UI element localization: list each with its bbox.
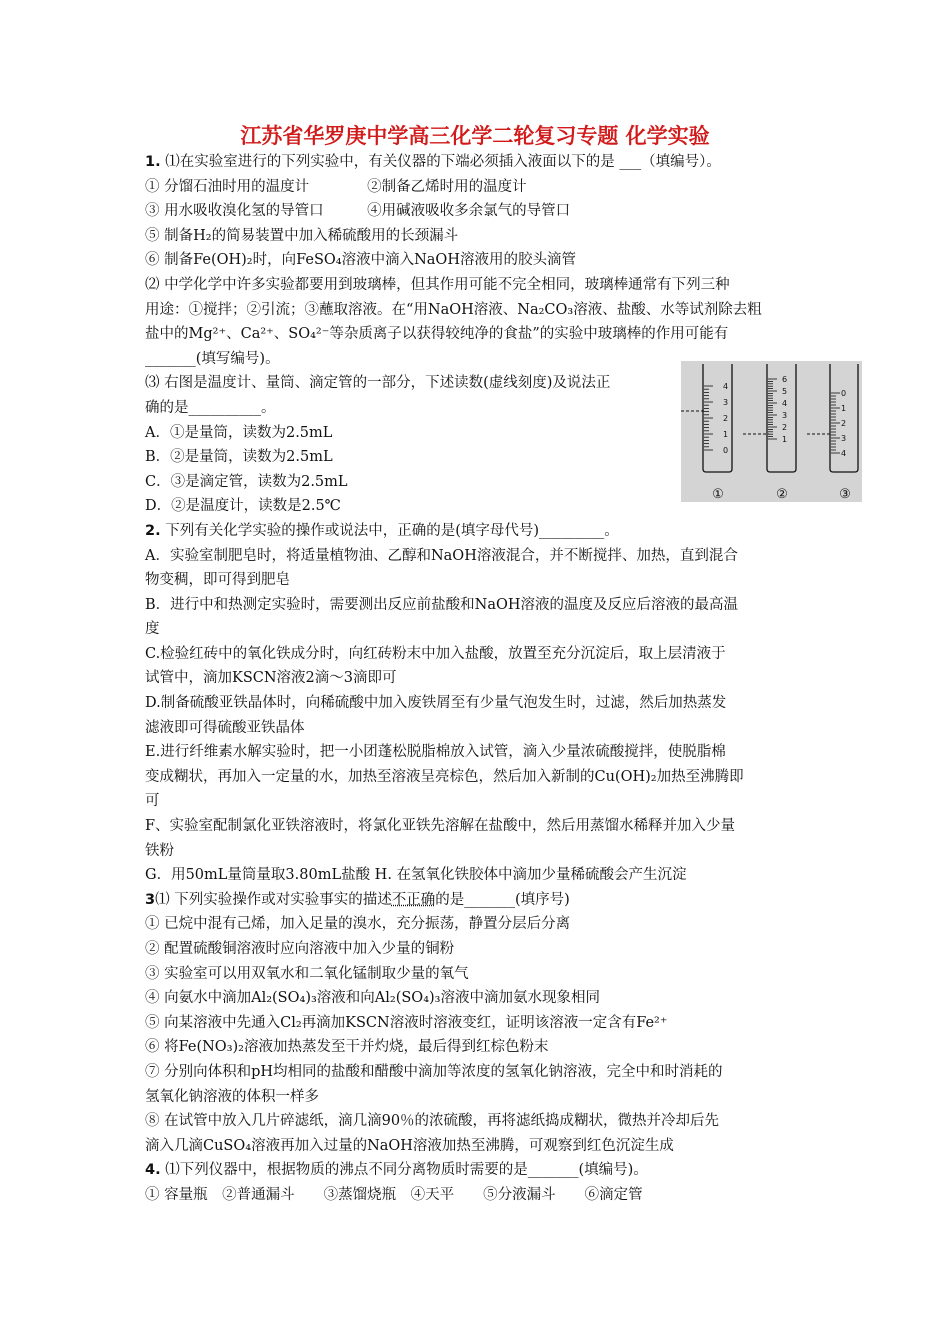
scale-number: 2 — [782, 423, 788, 432]
text-line — [145, 1158, 810, 1183]
scale-number: 6 — [782, 375, 788, 384]
question-number: 2. — [145, 522, 161, 539]
line-text: ⑴下列仪器中，根据物质的沸点不同分离物质时需要的是_______(填编号)。 — [160, 1162, 648, 1179]
text-line — [145, 519, 810, 544]
line-text: ③ 实验室可以用双氧水和二氧化锰制取少量的氧气 — [145, 965, 469, 982]
text-line — [145, 789, 810, 814]
figure-label-2: ② — [776, 487, 788, 502]
question-number: 3 — [145, 891, 156, 908]
figure-label-1: ① — [712, 487, 724, 502]
question-number: 1. — [145, 154, 161, 170]
line-text: 氢氧化钠溶液的体积一样多 — [145, 1088, 319, 1105]
line-text: ④ 向氨水中滴加Al₂(SO₄)₃溶液和向Al₂(SO₄)₃溶液中滴加氨水现象相同 — [145, 990, 600, 1007]
line-text: C.检验红砖中的氧化铁成分时，向红砖粉末中加入盐酸，放置至充分沉淀后，取上层清液于 — [145, 645, 726, 662]
text-line — [145, 322, 810, 347]
text-line — [145, 839, 810, 864]
line-text: ⑶ 右图是温度计、量筒、滴定管的一部分，下述读数(虚线刻度)及说法正 — [145, 375, 611, 392]
text-line — [145, 962, 810, 987]
text-line — [145, 740, 810, 765]
line-text: 盐中的Mg²⁺、Ca²⁺、SO₄²⁻等杂质离子以获得较纯净的食盐”的实验中玻璃棒的作用可能有 — [145, 326, 729, 343]
text-line — [145, 199, 810, 224]
line-text: ③ 用水吸收溴化氢的导管口 ④用碱液吸收多余氯气的导管口 — [145, 203, 571, 220]
instrument-figure — [681, 361, 862, 502]
text-line — [145, 248, 810, 273]
line-text: 滤液即可得硫酸亚铁晶体 — [145, 719, 305, 736]
text-line — [145, 716, 810, 741]
text-line — [145, 1109, 810, 1134]
line-text: ⑦ 分别向体积和pH均相同的盐酸和醋酸中滴加等浓度的氢氧化钠溶液，完全中和时消耗的 — [145, 1063, 723, 1080]
text-line — [145, 568, 810, 593]
text-line — [145, 1060, 810, 1085]
question-body — [145, 150, 810, 1208]
text-line — [145, 1085, 810, 1110]
line-text: ① 容量瓶 ②普通漏斗 ③蒸馏烧瓶 ④天平 ⑤分液漏斗 ⑥滴定管 — [145, 1186, 643, 1203]
line-text: D.制备硫酸亚铁晶体时，向稀硫酸中加入废铁屑至有少量气泡发生时，过滤，然后加热蒸发 — [145, 695, 727, 712]
line-text: B．②是量筒，读数为2.5mL — [145, 449, 333, 466]
text-line — [145, 1183, 810, 1208]
scale-number: 5 — [782, 387, 788, 396]
line-text: 试管中，滴加KSCN溶液2滴～3滴即可 — [145, 670, 397, 687]
question-number: 4. — [145, 1162, 161, 1179]
line-text: ① 已烷中混有己烯，加入足量的溴水，充分振荡，静置分层后分离 — [145, 916, 571, 933]
text-line — [145, 273, 810, 298]
text-line — [145, 691, 810, 716]
line-text: 可 — [145, 793, 160, 810]
line-text: 滴入几滴CuSO₄溶液再加入过量的NaOH溶液加热至沸腾，可观察到红色沉淀生成 — [145, 1137, 674, 1154]
text-line — [145, 593, 810, 618]
scale-number: 2 — [723, 414, 729, 423]
scale-number: 4 — [782, 399, 788, 408]
line-text: ⑴在实验室进行的下列实验中，有关仪器的下端必须插入液面以下的是 ___（填编号）。 — [160, 154, 721, 170]
text-line — [145, 937, 810, 962]
figure-label-3: ③ — [839, 487, 851, 502]
scale-number: 3 — [782, 411, 788, 420]
line-text: ② 配置硫酸铜溶液时应向溶液中加入少量的铜粉 — [145, 941, 455, 957]
scale-number: 0 — [841, 389, 847, 398]
line-text: ① 分馏石油时用的温度计 ②制备乙烯时用的温度计 — [145, 178, 527, 195]
line-text: 物变稠，即可得到肥皂 — [145, 572, 290, 589]
text-line — [145, 617, 810, 642]
text-line — [145, 224, 810, 249]
text-line — [145, 666, 810, 691]
line-text: 下列有关化学实验的操作或说法中，正确的是(填字母代号)_________。 — [160, 522, 619, 539]
text-line — [145, 888, 810, 913]
line-text: 用途：①搅拌；②引流；③蘸取溶液。在“用NaOH溶液、Na₂CO₃溶液、盐酸、水等试剂除去粗 — [145, 301, 762, 318]
line-text: G．用50mL量筒量取3.80mL盐酸 H. 在氢氧化铁胶体中滴加少量稀硫酸会产生沉淀 — [145, 867, 687, 884]
line-text: ⑤ 向某溶液中先通入Cl₂再滴加KSCN溶液时溶液变红，证明该溶液一定含有Fe²⁺ — [145, 1014, 668, 1031]
scale-number: 4 — [723, 382, 729, 391]
line-text: E.进行纤维素水解实验时，把一小团蓬松脱脂棉放入试管，滴入少量浓硫酸搅拌，使脱脂棉 — [145, 744, 726, 761]
line-text-tail: 的是_______(填序号) — [435, 891, 570, 908]
line-text: ⑴ 下列实验操作或对实验事实的描述 — [155, 891, 392, 908]
scale-number: 0 — [723, 446, 729, 455]
line-text: ⑵ 中学化学中许多实验都要用到玻璃棒，但其作用可能不完全相同，玻璃棒通常有下列三种 — [145, 276, 730, 293]
text-line — [145, 544, 810, 569]
line-text: 铁粉 — [145, 842, 174, 859]
scale-number: 1 — [841, 404, 847, 413]
emphasis-text: 不正确 — [391, 891, 436, 908]
line-text: B．进行中和热测定实验时，需要测出反应前盐酸和NaOH溶液的温度及反应后溶液的最高温 — [145, 596, 739, 613]
text-line — [145, 1134, 810, 1159]
text-line — [145, 863, 810, 888]
text-line — [145, 912, 810, 937]
text-line — [145, 298, 810, 323]
line-text: 度 — [145, 621, 160, 638]
scale-number: 2 — [841, 419, 847, 428]
line-text: A．①是量筒，读数为2.5mL — [145, 424, 333, 441]
text-line — [145, 150, 810, 175]
text-line — [145, 1011, 810, 1036]
scale-number: 1 — [723, 430, 729, 439]
line-text: C．③是滴定管，读数为2.5mL — [145, 473, 348, 490]
text-line — [145, 642, 810, 667]
line-text: 确的是__________。 — [145, 399, 276, 416]
text-line — [145, 175, 810, 200]
line-text: ⑤ 制备H₂的简易装置中加入稀硫酸用的长颈漏斗 — [145, 227, 459, 244]
scale-number: 1 — [782, 435, 788, 444]
text-line — [145, 986, 810, 1011]
line-text: F、实验室配制氯化亚铁溶液时，将氯化亚铁先溶解在盐酸中，然后用蒸馏水稀释并加入少量 — [145, 818, 736, 835]
text-line — [145, 765, 810, 790]
line-text: ⑥ 制备Fe(OH)₂时，向FeSO₄溶液中滴入NaOH溶液用的胶头滴管 — [145, 252, 576, 269]
line-text: ⑥ 将Fe(NO₃)₂溶液加热蒸发至干并灼烧，最后得到红棕色粉末 — [145, 1039, 549, 1056]
line-text: _______(填写编号)。 — [145, 350, 280, 367]
line-text: A．实验室制肥皂时，将适量植物油、乙醇和NaOH溶液混合，并不断搅拌、加热，直到混合 — [145, 547, 738, 564]
page-title: 江苏省华罗庚中学高三化学二轮复习专题 化学实验 — [240, 124, 710, 148]
line-text: ⑧ 在试管中放入几片碎滤纸，滴几滴90％的浓硫酸，再将滤纸捣成糊状，微热并冷却后先 — [145, 1113, 720, 1130]
scale-number: 4 — [841, 449, 847, 458]
scale-number: 3 — [723, 398, 729, 407]
instrument-diagram — [681, 361, 862, 502]
text-line — [145, 814, 810, 839]
text-line — [145, 1035, 810, 1060]
line-text: 变成糊状，再加入一定量的水，加热至溶液呈亮棕色，然后加入新制的Cu(OH)₂加热至沸腾即 — [145, 768, 744, 785]
line-text: D．②是温度计，读数是2.5℃ — [145, 498, 341, 515]
scale-number: 3 — [841, 434, 847, 443]
